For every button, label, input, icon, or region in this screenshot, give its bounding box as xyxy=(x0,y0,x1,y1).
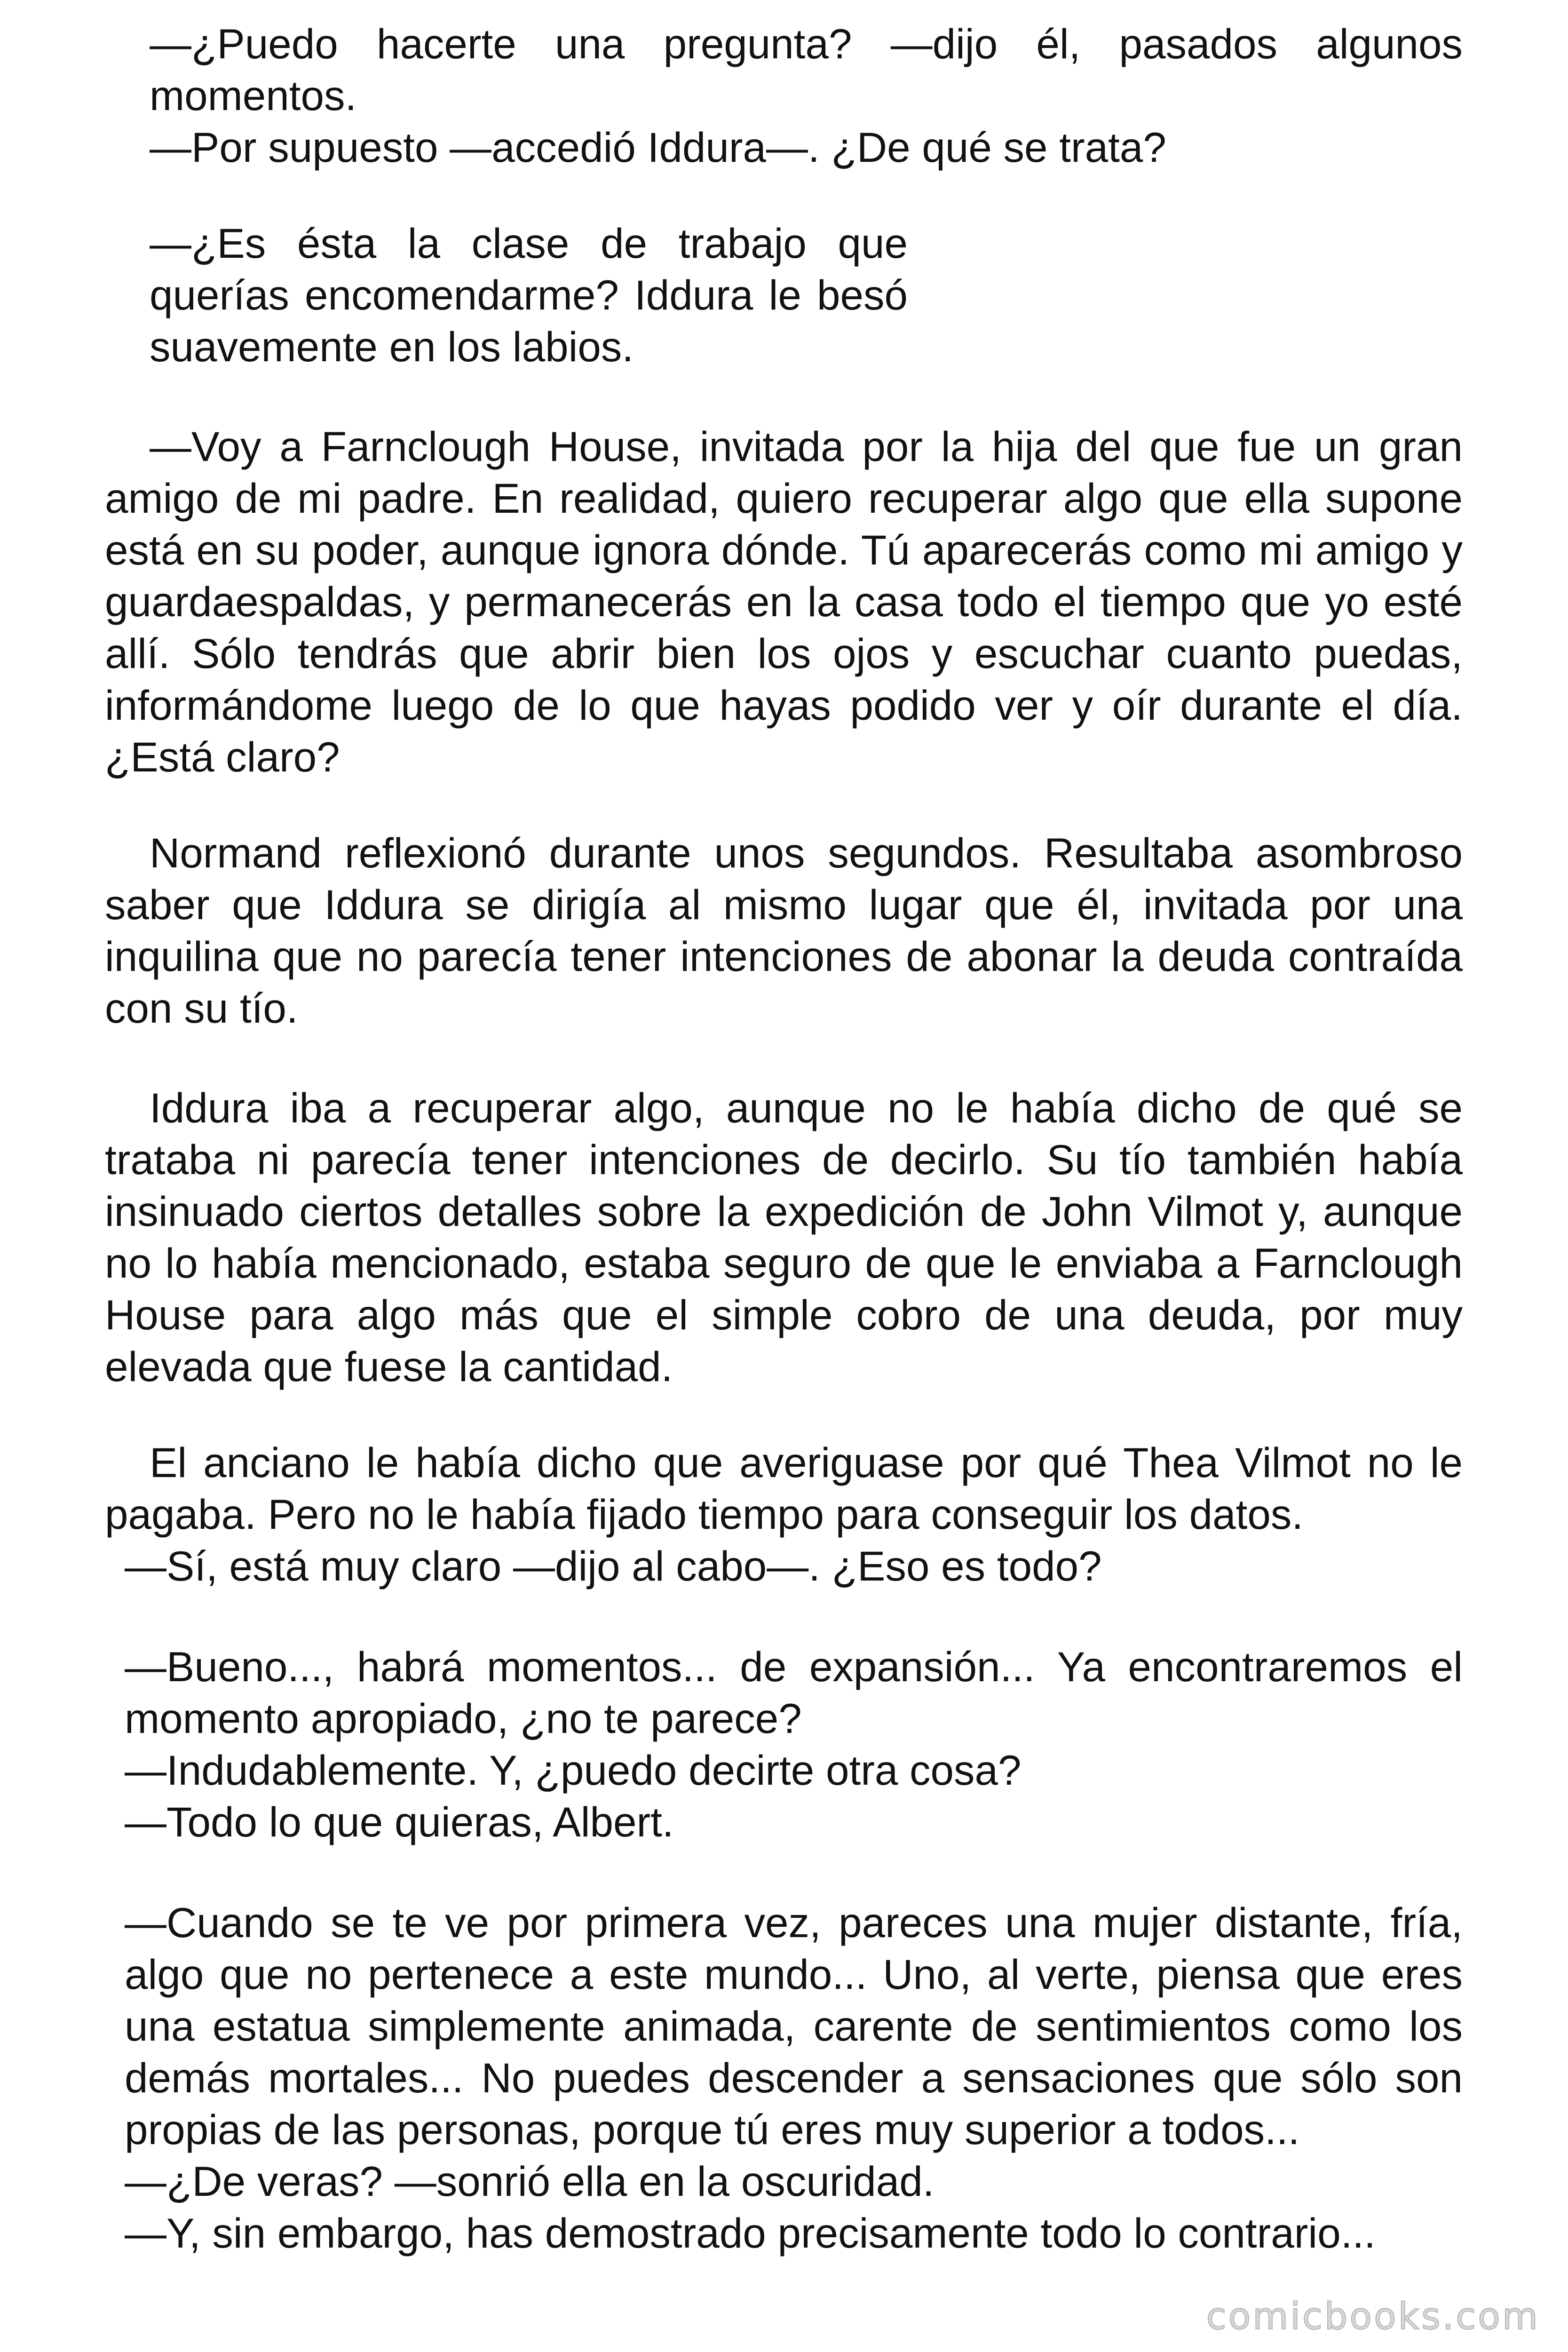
paragraph-clase-de-trabajo: —¿Es ésta la clase de trabajo que querías encomendarme? Iddura le besó suavemente en los labios. xyxy=(150,220,908,370)
paragraph-bueno: —Bueno..., habrá momentos... de expansión... Ya encontraremos el momento apropiado, ¿no te parece? xyxy=(125,1643,1463,1742)
paragraph-sin-embargo: —Y, sin embargo, has demostrado precisamente todo lo contrario... xyxy=(125,2209,1376,2257)
paragraph-iddura-iba: Iddura iba a recuperar algo, aunque no le había dicho de qué se trataba ni parecía tener intenciones de decirlo. Su tío también había insinuado ciertos detalles sobre la expedición de John Vilmot y, aunque no lo había mencionado, estaba seguro de que le enviaba a Farnclough House para algo más que el simple cobro de una deuda, por muy elevada que fuese la cantidad. xyxy=(105,1084,1463,1390)
site-watermark: comicbooks.com xyxy=(1206,2296,1540,2338)
paragraph-todo-lo-que-quieras: —Todo lo que quieras, Albert. xyxy=(125,1798,674,1845)
paragraph-por-supuesto: —Por supuesto —accedió Iddura—. ¿De qué se trata? xyxy=(150,124,1166,171)
paragraph-normand-reflexiono: Normand reflexionó durante unos segundos. Resultaba asombroso saber que Iddura se dirigía al mismo lugar que él, invitada por una inquilina que no parecía tener intenciones de abonar la deuda contraída con su tío. xyxy=(105,829,1463,1032)
paragraph-de-veras: —¿De veras? —sonrió ella en la oscuridad. xyxy=(125,2158,934,2205)
paragraph-si-esta-claro: —Sí, está muy claro —dijo al cabo—. ¿Eso es todo? xyxy=(125,1542,1102,1589)
paragraph-question: —¿Puedo hacerte una pregunta? —dijo él, pasados algunos momentos. xyxy=(150,20,1463,119)
paragraph-el-anciano: El anciano le había dicho que averiguase por qué Thea Vilmot no le pagaba. Pero no le había fijado tiempo para conseguir los datos. xyxy=(105,1439,1463,1538)
paragraph-farnclough-house: —Voy a Farnclough House, invitada por la hija del que fue un gran amigo de mi padre. En realidad, quiero recuperar algo que ella supone está en su poder, aunque ignora dónde. Tú aparecerás como mi amigo y guardaespaldas, y permanecerás en la casa todo el tiempo que yo esté allí. Sólo tendrás que abrir bien los ojos y escuchar cuanto puedas, informándome luego de lo que hayas podido ver y oír durante el día. ¿Está claro? xyxy=(105,423,1463,780)
paragraph-cuando-se-te-ve: —Cuando se te ve por primera vez, pareces una mujer distante, fría, algo que no pertenece a este mundo... Uno, al verte, piensa que eres una estatua simplemente animada, carente de sentimientos como los demás mortales... No puedes descender a sensaciones que sólo son propias de las personas, porque tú eres muy superior a todos... xyxy=(125,1899,1463,2153)
paragraph-indudablemente: —Indudablemente. Y, ¿puedo decirte otra cosa? xyxy=(125,1747,1022,1794)
